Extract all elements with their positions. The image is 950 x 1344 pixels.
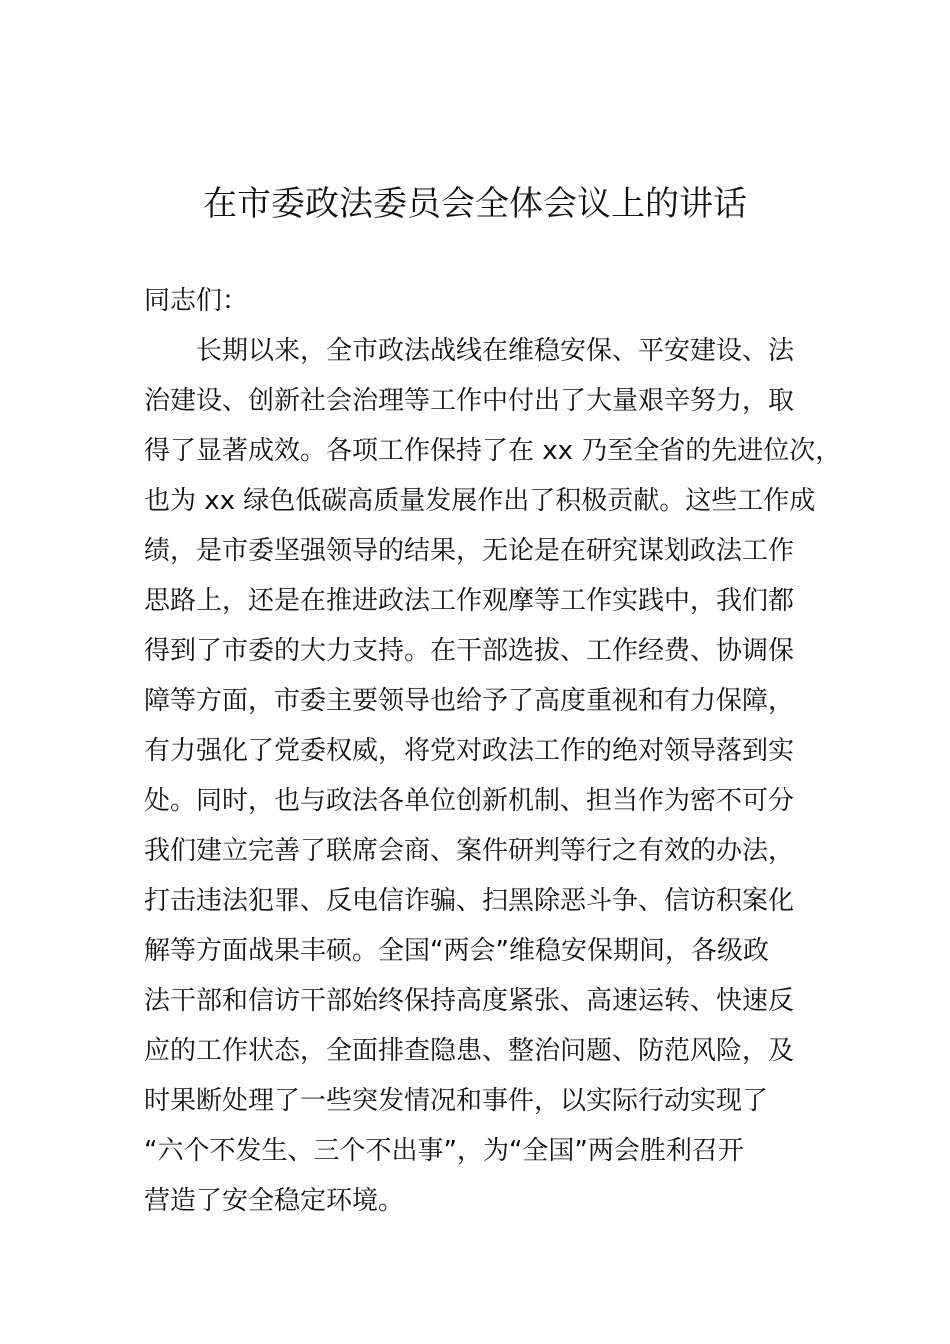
- paragraph-line: 解等方面战果丰硕。全国“两会”维稳安保期间，各级政: [144, 936, 769, 966]
- paragraph-line: 应的工作状态，全面排查隐患、整治问题、防范风险，及: [144, 1036, 795, 1066]
- document-title: 在市委政法委员会全体会议上的讲话: [203, 184, 747, 224]
- paragraph-line: 法干部和信访干部始终保持高度紧张、高速运转、快速反: [144, 986, 795, 1016]
- paragraph-line: 绩，是市委坚强领导的结果，无论是在研究谋划政法工作: [144, 536, 795, 566]
- paragraph-line: 长期以来，全市政法战线在维稳安保、平安建设、法: [196, 336, 795, 366]
- paragraph-line: 得了显著成效。各项工作保持了在 xx 乃至全省的先进位次，: [144, 436, 842, 466]
- paragraph-line: 营造了安全稳定环境。: [144, 1186, 405, 1216]
- paragraph-line: 也为 xx 绿色低碳高质量发展作出了积极贡献。这些工作成: [144, 486, 816, 516]
- paragraph-line: 得到了市委的大力支持。在干部选拔、工作经费、协调保: [144, 636, 795, 666]
- paragraph-line: 处。同时，也与政法各单位创新机制、担当作为密不可分: [144, 786, 795, 816]
- paragraph-line: 有力强化了党委权威，将党对政法工作的绝对领导落到实: [144, 736, 795, 766]
- paragraph-line: 治建设、创新社会治理等工作中付出了大量艰辛努力，取: [144, 386, 795, 416]
- salutation: 同志们：: [144, 286, 249, 316]
- document-body: [144, 276, 844, 1226]
- paragraph-line: “六个不发生、三个不出事”，为“全国”两会胜利召开: [144, 1136, 744, 1166]
- paragraph-line: 障等方面，市委主要领导也给予了高度重视和有力保障，: [144, 686, 795, 716]
- paragraph-line: 我们建立完善了联席会商、案件研判等行之有效的办法，: [144, 836, 795, 866]
- paragraph-line: 打击违法犯罪、反电信诈骗、扫黑除恶斗争、信访积案化: [144, 886, 795, 916]
- paragraph-line: 思路上，还是在推进政法工作观摩等工作实践中，我们都: [144, 586, 795, 616]
- paragraph-line: 时果断处理了一些突发情况和事件，以实际行动实现了: [144, 1086, 769, 1116]
